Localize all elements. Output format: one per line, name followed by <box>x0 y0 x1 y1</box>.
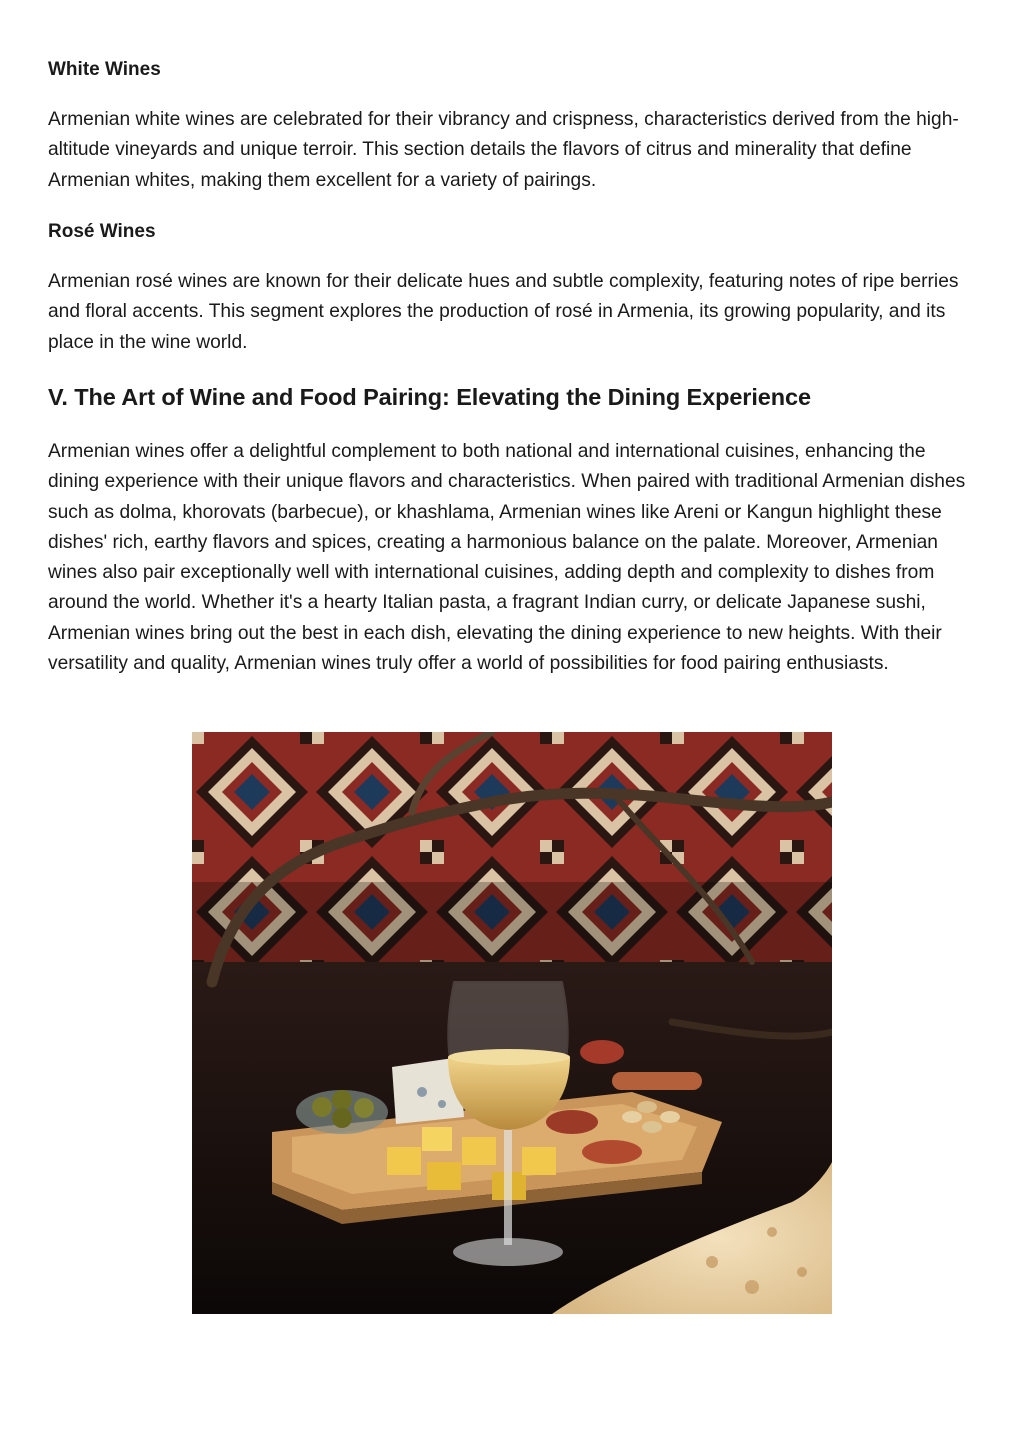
section-heading-food-pairing: V. The Art of Wine and Food Pairing: Elevating the Dining Experience <box>48 384 811 410</box>
subheading-rose-wines: Rosé Wines <box>48 221 156 242</box>
paragraph-rose-wines: Armenian rosé wines are known for their delicate hues and subtle complexity, featuring notes of ripe berries and floral accents. This segment explores the production of rosé in Armenia, its growing popularity, and its place in the wine world. <box>48 271 959 353</box>
paragraph-food-pairing: Armenian wines offer a delightful complement to both national and international cuisines, enhancing the dining experience with their unique flavors and characteristics. When paired with traditional Armenian dishes such as dolma, khorovats (barbecue), or khashlama, Armenian wines like Areni or Kangun highlight these dishes' rich, earthy flavors and spices, creating a harmonious balance on the palate. Moreover, Armenian wines also pair exceptionally well with international cuisines, adding depth and complexity to dishes from around the world. Whether it's a hearty Italian pasta, a fragrant Indian curry, or delicate Japanese sushi, Armenian wines bring out the best in each dish, elevating the dining experience to new heights. With their versatility and quality, Armenian wines truly offer a world of possibilities for food pairing enthusiasts. <box>48 441 966 675</box>
paragraph-white-wines: Armenian white wines are celebrated for their vibrancy and crispness, characteristics derived from the high-altitude vineyards and unique terroir. This section details the flavors of citrus and minerality that define Armenian whites, making them excellent for a variety of pairings. <box>48 109 959 191</box>
wine-pairing-photo <box>192 732 832 1314</box>
subheading-white-wines: White Wines <box>48 59 161 80</box>
